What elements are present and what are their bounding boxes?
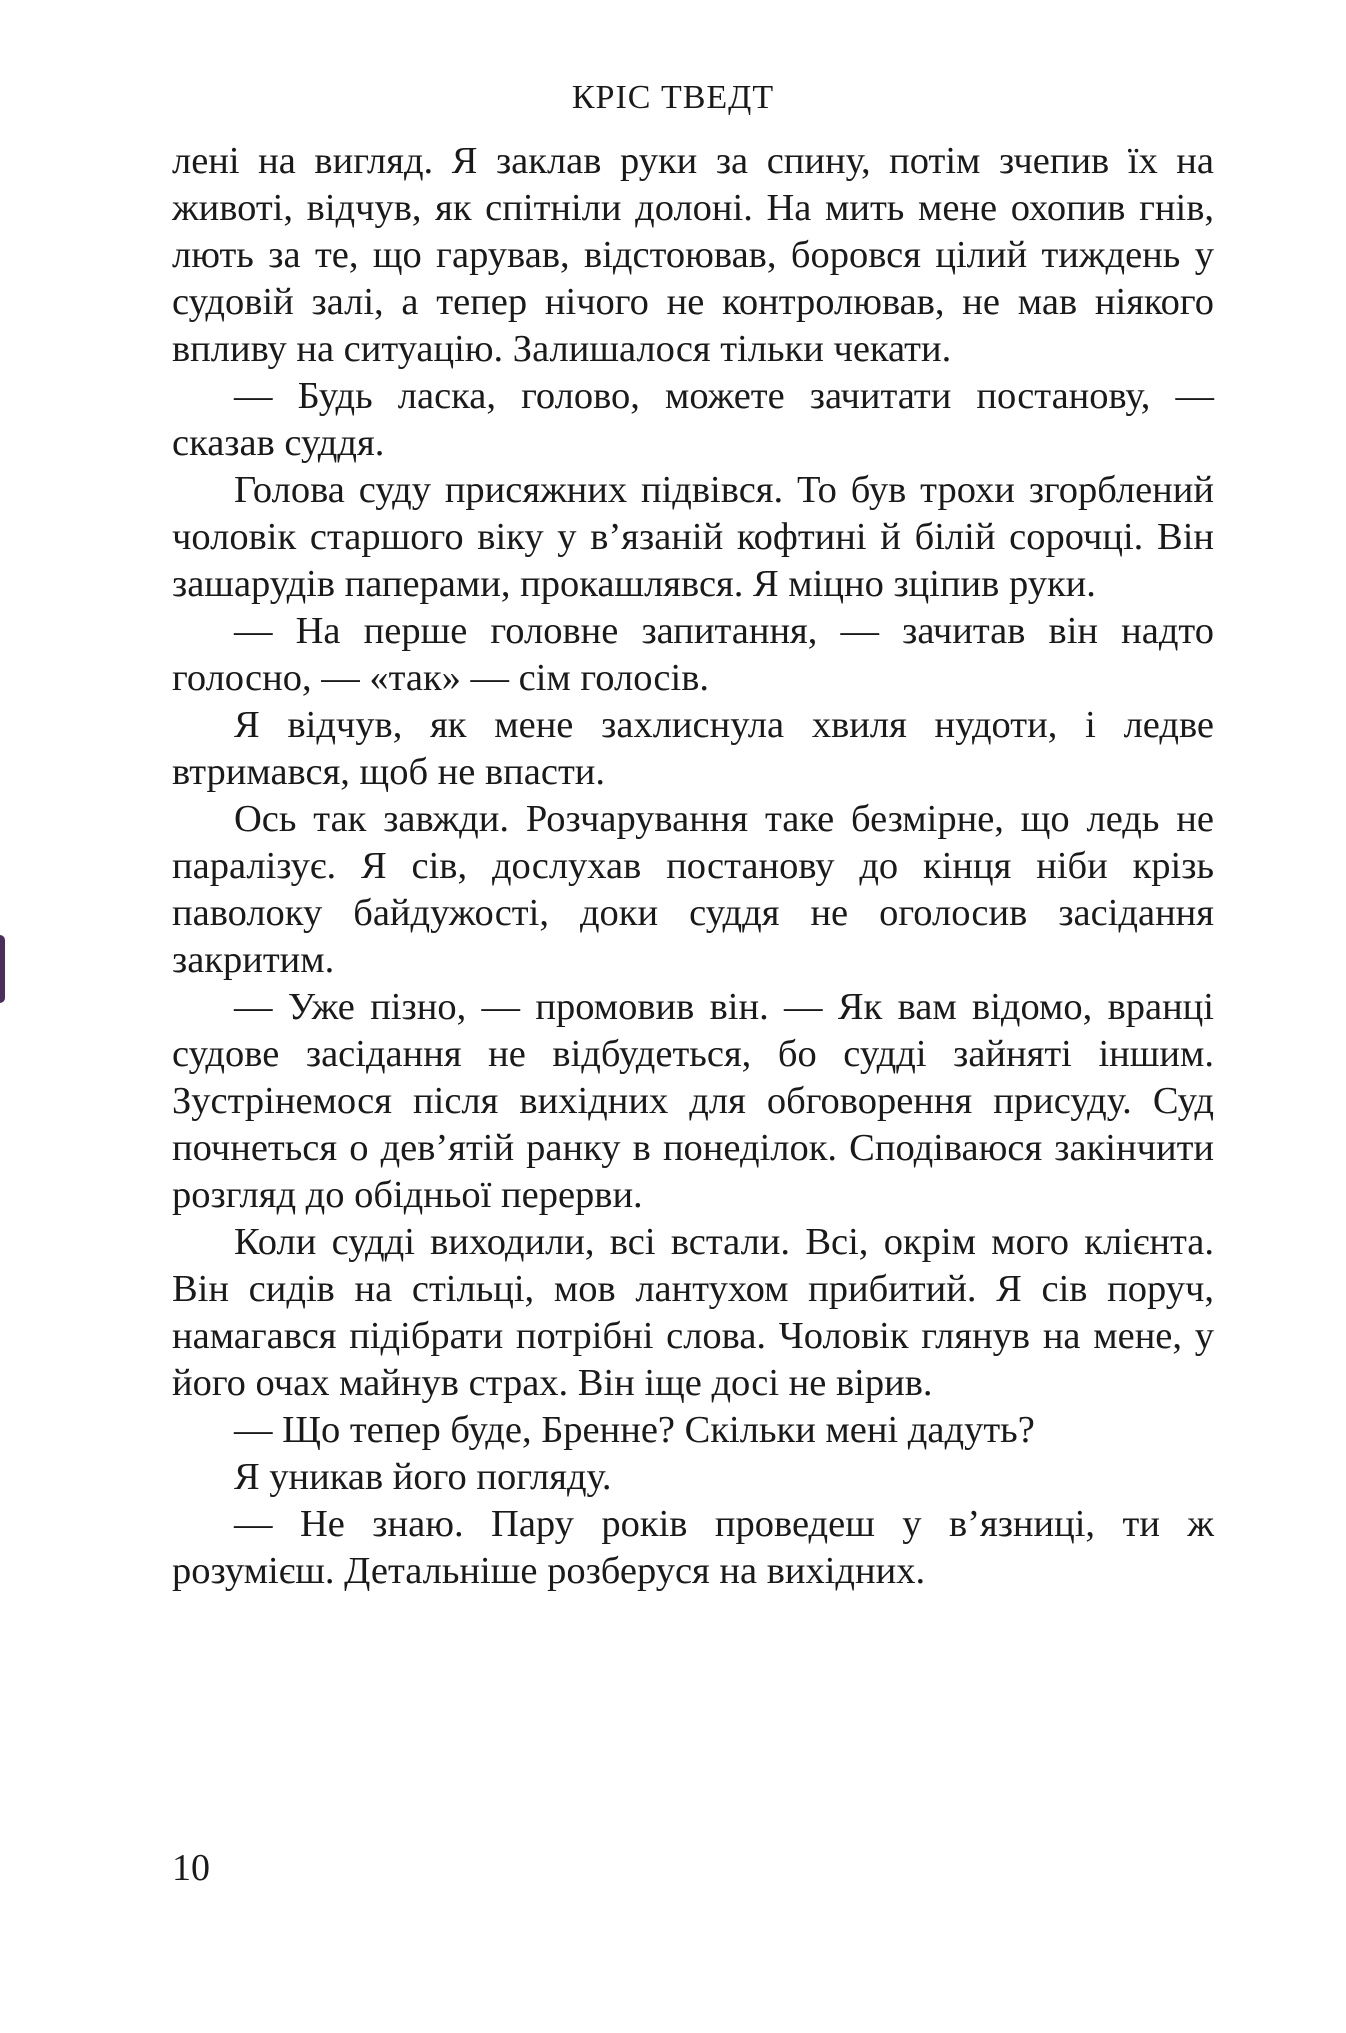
paragraph: лені на вигляд. Я заклав руки за спину, потім зчепив їх на животі, відчув, як спітніли долоні. На мить мене охопив гнів, лють за те, що гарував, відстоював, боровся цілий тиждень у судовій залі, а тепер нічого не контролював, не мав ніякого впливу на ситуацію. Залишалося тільки чекати. [172, 140, 1214, 370]
paragraph: — Не знаю. Пару років проведеш у в’язниці, ти ж розумієш. Детальніше розберуся на вихідних. [172, 1503, 1214, 1592]
paragraph: Голова суду присяжних підвівся. То був трохи згорблений чоловік старшого віку у в’язаній кофтині й білій сорочці. Він зашарудів паперами, прокашлявся. Я міцно зціпив руки. [172, 469, 1214, 605]
page-edge-mark [0, 935, 5, 1003]
running-header: КРІС ТВЕДТ [571, 79, 775, 116]
paragraph: Ось так завжди. Розчарування таке безмірне, що ледь не паралізує. Я сів, дослухав постанову до кінця ніби крізь паволоку байдужості, доки суддя не оголосив засідання закритим. [172, 798, 1214, 981]
body-text [172, 138, 1214, 1595]
paragraph: — На перше головне запитання, — зачитав він надто голосно, — «так» — сім голосів. [172, 610, 1214, 699]
paragraph: Коли судді виходили, всі встали. Всі, окрім мого клієнта. Він сидів на стільці, мов лантухом прибитий. Я сів поруч, намагався підібрати потрібні слова. Чоловік глянув на мене, у його очах майнув страх. Він іще досі не вірив. [172, 1221, 1214, 1404]
page-number: 10 [172, 1847, 210, 1889]
paragraph: Я відчув, як мене захлиснула хвиля нудоти, і ледве втримався, щоб не впасти. [172, 704, 1214, 793]
paragraph: — Що тепер буде, Бренне? Скільки мені дадуть? [234, 1409, 1035, 1451]
paragraph: — Уже пізно, — промовив він. — Як вам відомо, вранці судове засідання не відбудеться, бо судді зайняті іншим. Зустрінемося після вихідних для обговорення присуду. Суд почнеться о дев’ятій ранку в понеділок. Сподіваюся закінчити розгляд до обідньої перерви. [172, 986, 1214, 1216]
paragraph: — Будь ласка, голово, можете зачитати постанову, — сказав суддя. [172, 375, 1214, 464]
paragraph: Я уникав його погляду. [234, 1456, 612, 1498]
